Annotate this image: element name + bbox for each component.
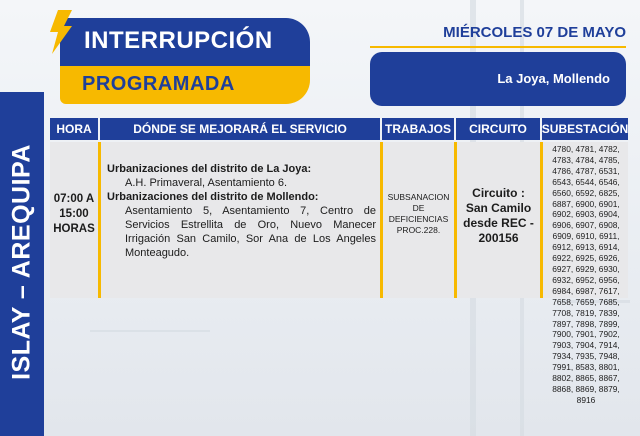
date-label: MIÉRCOLES 07 DE MAYO [443,24,626,41]
location-box [370,52,626,106]
header-where: DÓNDE SE MEJORARÁ EL SERVICIO [100,118,380,140]
hour-end: 15:00 [59,208,89,220]
page-title: INTERRUPCIÓN [84,27,273,54]
hour-unit: HORAS [53,223,95,235]
outage-table [50,118,629,405]
lightning-bolt-icon [46,10,74,54]
header-substation: SUBESTACIÓN [542,118,628,140]
where-heading-mollendo: Urbanizaciones del distrito de Mollendo: [107,191,319,203]
cell-circuit [457,142,540,298]
work-line: SUBSANACION [387,192,450,202]
page-subtitle: PROGRAMADA [82,73,235,95]
region-label: ISLAY – AREQUIPA [7,144,36,380]
title-banner [60,18,310,66]
date-divider [370,46,626,48]
where-heading-la-joya: Urbanizaciones del distrito de La Joya: [107,163,312,175]
cell-hour [50,142,98,298]
work-line: DE [412,203,425,213]
subtitle-banner [60,66,310,104]
location-label: La Joya, Mollendo [497,71,610,86]
substation-codes: 4780, 4781, 4782, 4783, 4784, 4785, 4786, 4787, 6531, 6543, 6544, 6546, 6560, 6592, 6825, 6887, 6900, 6901, 6902, 6903, 6904, 6906, 6907, 6908, 6909, 6910, 6911, 6912, 6913, 6914, 6922, 6925, 6926, 6927, 6929, 6930, 6932, 6952, 6956, 6984, 6987, 7617, 7658, 7659, 7685, 7708, 7819, 7839, 7897, 7898, 7899, 7900, 7901, 7902, 7903, 7904, 7914, 7934, 7935, 7948, 7991, 8583, 8801, 8802, 8865, 8867, 8868, 8869, 8879, 8916 [552,144,620,405]
hour-start: 07:00 A [53,193,95,205]
work-line: PROC.228. [396,225,441,235]
cell-where [101,142,380,298]
circuit-line: desde REC - [463,216,534,230]
header-circuit: CIRCUITO [456,118,540,140]
header-hour: HORA [50,118,98,140]
circuit-line: 200156 [478,231,519,245]
work-line: DEFICIENCIAS [388,214,449,224]
where-areas-mollendo: Asentamiento 5, Asentamiento 7, Centro de Servicios Estrellita de Oro, Nuevo Manecer Irrigación San Camilo, Sor Ana de Los Angeles Monteagudo. [125,205,376,259]
circuit-line: Circuito : [472,186,525,200]
header-work: TRABAJOS [382,118,454,140]
cell-substation [543,142,628,405]
where-areas-la-joya: A.H. Primaveral, Asentamiento 6. [125,177,288,189]
cell-work [383,142,454,298]
circuit-line: San Camilo [465,201,532,215]
